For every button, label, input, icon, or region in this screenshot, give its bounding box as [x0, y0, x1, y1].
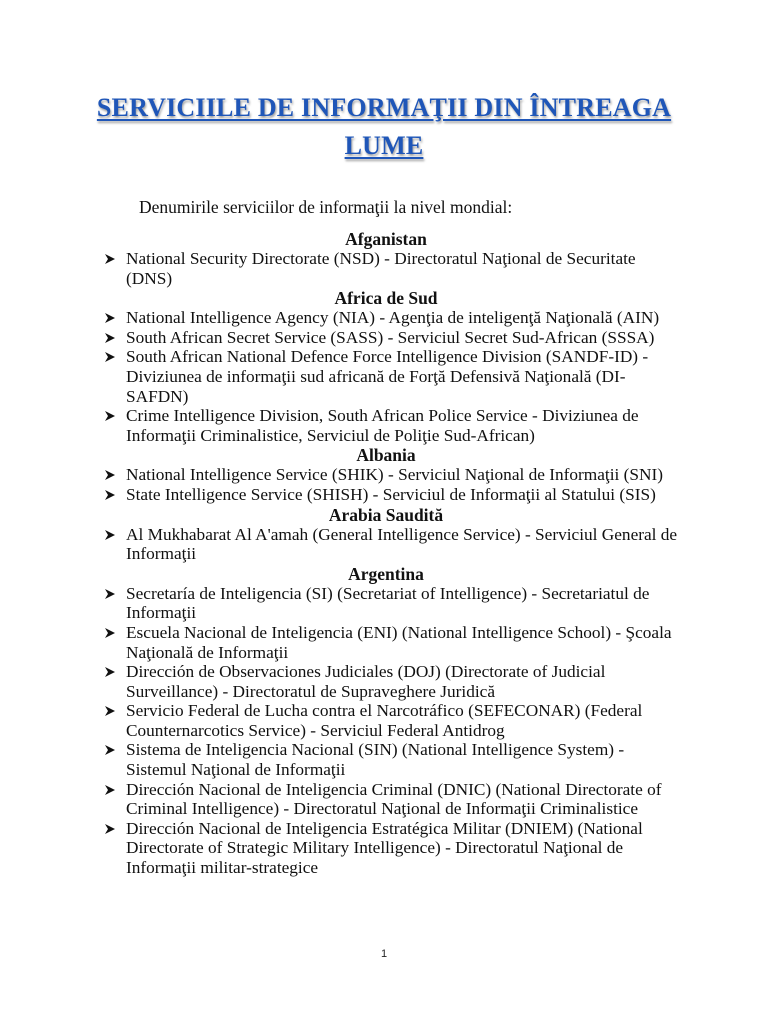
list-item	[104, 584, 684, 623]
list-item	[104, 525, 684, 564]
arrow-bullet-icon	[104, 784, 116, 796]
service-name: Servicio Federal de Lucha contra el Narcotráfico (SEFECONAR) (Federal Counternarcotics Service) - Serviciul Federal Antidrog	[126, 701, 643, 740]
arrow-bullet-icon	[104, 489, 116, 501]
country-heading: Argentina	[348, 563, 424, 584]
list-item	[104, 662, 684, 701]
arrow-bullet-icon	[104, 627, 116, 639]
list-item	[104, 819, 684, 878]
service-name: National Intelligence Agency (NIA) - Agenţia de inteligenţă Naţională (AIN)	[126, 308, 660, 328]
list-item	[104, 701, 684, 740]
arrow-bullet-icon	[104, 253, 116, 265]
page-number: 1	[380, 948, 388, 960]
country-heading: Afganistan	[345, 229, 427, 249]
arrow-bullet-icon	[104, 529, 116, 541]
arrow-bullet-icon	[104, 312, 116, 324]
list-item	[104, 740, 684, 779]
country-heading: Africa de Sud	[334, 288, 438, 309]
service-name: South African Secret Service (SASS) - Serviciul Secret Sud-African (SSSA)	[126, 327, 655, 347]
service-name: Dirección Nacional de Inteligencia Criminal (DNIC) (National Directorate of Criminal Intelligence) - Directoratul Naţional de Informaţii Criminalistice	[126, 779, 662, 819]
service-list	[104, 308, 684, 445]
arrow-bullet-icon	[104, 469, 116, 481]
services-list	[104, 229, 684, 878]
arrow-bullet-icon	[104, 666, 116, 678]
service-name: National Intelligence Service (SHIK) - Serviciul Naţional de Informaţii (SNI)	[126, 465, 663, 485]
list-item	[104, 347, 684, 406]
service-list	[104, 525, 684, 564]
service-name: Escuela Nacional de Inteligencia (ENI) (National Intelligence School) - Şcoala Naţională de Informaţii	[126, 622, 672, 662]
arrow-bullet-icon	[104, 823, 116, 835]
arrow-bullet-icon	[104, 588, 116, 600]
list-item	[104, 485, 684, 505]
country-heading: Arabia Saudită	[328, 504, 444, 525]
arrow-bullet-icon	[104, 410, 116, 422]
service-list	[104, 465, 684, 504]
service-name: Secretaría de Inteligencia (SI) (Secretariat of Intelligence) - Secretariatul de Informaţii	[126, 583, 650, 623]
arrow-bullet-icon	[104, 351, 116, 363]
service-name: Sistema de Inteligencia Nacional (SIN) (National Intelligence System) - Sistemul Naţional de Informaţii	[126, 740, 625, 780]
service-name: National Security Directorate (NSD) - Directoratul Naţional de Securitate (DNS)	[126, 249, 636, 288]
page-title	[0, 89, 768, 165]
title-line-2: LUME	[344, 131, 424, 160]
service-name: South African National Defence Force Intelligence Division (SANDF-ID) - Diviziunea de informaţii sud africană de Forţă Defensivă Naţională (DI-SAFDN)	[126, 347, 649, 406]
list-item	[104, 249, 684, 288]
list-item	[104, 623, 684, 662]
country-heading: Albania	[356, 445, 416, 466]
subtitle: Denumirile serviciilor de informaţii la nivel mondial:	[139, 197, 513, 217]
service-name: Dirección de Observaciones Judiciales (DOJ) (Directorate of Judicial Surveillance) - Directoratul de Supraveghere Juridică	[126, 662, 606, 701]
arrow-bullet-icon	[104, 705, 116, 717]
arrow-bullet-icon	[104, 744, 116, 756]
service-name: Al Mukhabarat Al A'amah (General Intelligence Service) - Serviciul General de Informaţii	[126, 524, 678, 564]
list-item	[104, 328, 684, 348]
service-name: State Intelligence Service (SHISH) - Serviciul de Informaţii al Statului (SIS)	[126, 484, 656, 504]
service-list	[104, 249, 684, 288]
list-item	[104, 465, 684, 485]
service-name: Crime Intelligence Division, South African Police Service - Diviziunea de Informaţii Criminalistice, Serviciul de Poliţie Sud-African)	[126, 406, 639, 445]
list-item	[104, 308, 684, 328]
service-list	[104, 584, 684, 878]
service-name: Dirección Nacional de Inteligencia Estratégica Militar (DNIEM) (National Directorate of Strategic Military Intelligence) - Directoratul Naţional de Informaţii militar-strategice	[126, 818, 643, 878]
list-item	[104, 780, 684, 819]
arrow-bullet-icon	[104, 332, 116, 344]
list-item	[104, 406, 684, 445]
title-line-1: SERVICIILE DE INFORMAŢII DIN ÎNTREAGA	[96, 93, 672, 122]
